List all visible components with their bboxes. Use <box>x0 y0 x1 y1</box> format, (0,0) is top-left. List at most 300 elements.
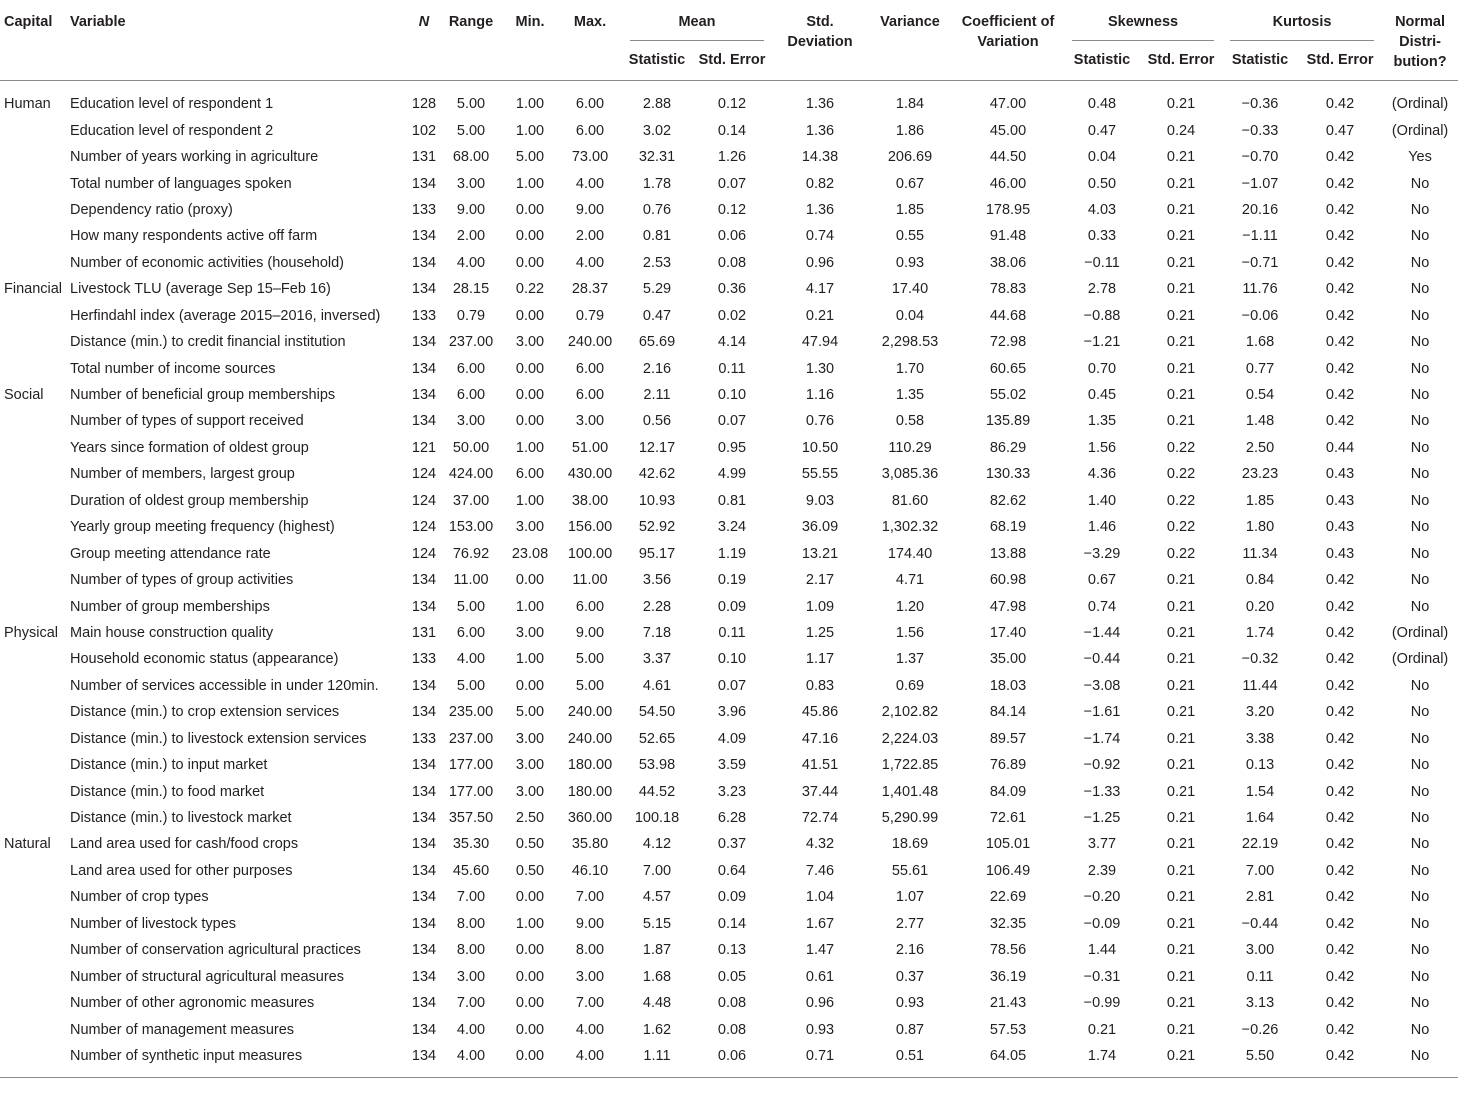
n-cell: 124 <box>411 466 437 483</box>
std-deviation-cell: 47.94 <box>801 334 839 351</box>
max-cell: 35.80 <box>571 836 609 853</box>
kurt-std-error-cell: 0.42 <box>1325 334 1355 351</box>
capital-cell <box>0 197 70 223</box>
capital-cell <box>0 963 70 989</box>
capital-cell <box>0 1043 70 1078</box>
mean-std-error-cell: 3.23 <box>717 783 747 800</box>
n-cell: 134 <box>411 228 437 245</box>
table-row <box>0 620 1458 646</box>
kurt-std-error-cell: 0.42 <box>1325 836 1355 853</box>
n-cell: 134 <box>411 704 437 721</box>
std-deviation-cell: 0.96 <box>805 995 835 1012</box>
std-deviation-cell: 1.04 <box>805 889 835 906</box>
kurt-statistic-cell: 5.50 <box>1245 1047 1275 1064</box>
n-cell: 134 <box>411 360 437 377</box>
std-deviation-cell: 0.74 <box>805 228 835 245</box>
min-cell: 1.00 <box>515 651 545 668</box>
table-row <box>0 726 1458 752</box>
variable-cell: Number of services accessible in under 120min. <box>70 677 379 694</box>
variable-cell: Distance (min.) to input market <box>70 757 268 774</box>
table-row <box>0 488 1458 514</box>
mean-std-error-cell: 3.59 <box>717 757 747 774</box>
mean-statistic-cell: 4.61 <box>642 677 672 694</box>
n-cell: 134 <box>411 757 437 774</box>
normal-distribution-cell: No <box>1410 704 1430 721</box>
table-row <box>0 911 1458 937</box>
variable-cell: Education level of respondent 2 <box>70 122 274 139</box>
table-row <box>0 144 1458 170</box>
variance-cell: 0.58 <box>895 413 925 430</box>
variance-cell: 55.61 <box>891 862 929 879</box>
min-cell: 3.00 <box>515 783 545 800</box>
range-cell: 68.00 <box>452 149 490 166</box>
variance-cell: 3,085.36 <box>881 466 939 483</box>
table-row <box>0 117 1458 143</box>
cv-cell: 17.40 <box>989 624 1027 641</box>
variable-cell: Number of types of group activities <box>70 572 294 589</box>
table-row <box>0 329 1458 355</box>
n-cell: 134 <box>411 942 437 959</box>
header-normal-distribution <box>1382 0 1458 81</box>
kurt-statistic-cell: −0.32 <box>1241 651 1279 668</box>
variance-cell: 0.67 <box>895 175 925 192</box>
skew-statistic-cell: −0.99 <box>1083 995 1121 1012</box>
variance-cell: 0.87 <box>895 1021 925 1038</box>
range-cell: 7.00 <box>456 995 486 1012</box>
kurt-statistic-cell: 22.19 <box>1241 836 1279 853</box>
max-cell: 9.00 <box>575 624 605 641</box>
table-row <box>0 805 1458 831</box>
n-cell: 133 <box>411 651 437 668</box>
mean-std-error-cell: 0.09 <box>717 598 747 615</box>
skew-statistic-cell: −0.31 <box>1083 968 1121 985</box>
n-cell: 134 <box>411 572 437 589</box>
normal-distribution-cell: No <box>1410 201 1430 218</box>
variable-cell: Land area used for other purposes <box>70 862 293 879</box>
std-deviation-cell: 36.09 <box>801 519 839 536</box>
mean-std-error-cell: 0.07 <box>717 413 747 430</box>
max-cell: 7.00 <box>575 995 605 1012</box>
variable-cell: Number of other agronomic measures <box>70 995 315 1012</box>
mean-statistic-cell: 52.65 <box>638 730 676 747</box>
variable-cell: Number of livestock types <box>70 915 237 932</box>
kurt-std-error-cell: 0.42 <box>1325 757 1355 774</box>
mean-std-error-cell: 0.37 <box>717 836 747 853</box>
std-deviation-cell: 0.83 <box>805 677 835 694</box>
kurt-statistic-cell: −1.11 <box>1242 228 1278 245</box>
kurt-statistic-cell: 1.80 <box>1245 519 1275 536</box>
variable-cell: Education level of respondent 1 <box>70 96 274 113</box>
table-row <box>0 540 1458 566</box>
kurt-std-error-cell: 0.42 <box>1325 201 1355 218</box>
normal-distribution-cell: No <box>1410 413 1430 430</box>
mean-statistic-cell: 12.17 <box>638 439 676 456</box>
range-cell: 424.00 <box>448 466 494 483</box>
variable-cell: Land area used for cash/food crops <box>70 836 299 853</box>
n-cell: 134 <box>411 968 437 985</box>
kurt-statistic-cell: 2.81 <box>1245 889 1275 906</box>
skew-std-error-cell: 0.21 <box>1166 730 1196 747</box>
max-cell: 73.00 <box>571 149 609 166</box>
skew-statistic-cell: −0.88 <box>1083 307 1121 324</box>
cv-cell: 86.29 <box>989 439 1027 456</box>
skew-statistic-cell: −1.74 <box>1083 730 1121 747</box>
range-cell: 50.00 <box>452 439 490 456</box>
max-cell: 28.37 <box>571 281 609 298</box>
capital-cell <box>0 911 70 937</box>
range-cell: 237.00 <box>448 334 494 351</box>
range-cell: 153.00 <box>448 519 494 536</box>
min-cell: 3.00 <box>515 624 545 641</box>
kurt-statistic-cell: 11.34 <box>1242 545 1278 562</box>
skew-std-error-cell: 0.21 <box>1166 228 1196 245</box>
kurt-statistic-cell: 11.44 <box>1242 677 1278 694</box>
header-n: N <box>418 14 430 30</box>
range-cell: 6.00 <box>456 624 486 641</box>
max-cell: 5.00 <box>575 651 605 668</box>
normal-distribution-cell: No <box>1410 810 1430 827</box>
mean-std-error-cell: 0.12 <box>717 201 747 218</box>
header-skewness-group <box>1064 0 1222 41</box>
variable-cell: Number of group memberships <box>70 598 270 615</box>
kurt-statistic-cell: 20.16 <box>1241 201 1279 218</box>
normal-distribution-cell: Yes <box>1408 149 1432 166</box>
cv-cell: 64.05 <box>989 1047 1027 1064</box>
cv-cell: 68.19 <box>989 519 1027 536</box>
mean-std-error-cell: 4.99 <box>717 466 747 483</box>
kurt-std-error-cell: 0.42 <box>1325 254 1355 271</box>
capital-cell <box>0 329 70 355</box>
kurt-std-error-cell: 0.47 <box>1325 122 1355 139</box>
variable-cell: Group meeting attendance rate <box>70 545 271 562</box>
header-cv-label: Coefficient of Variation <box>961 14 1055 50</box>
kurt-std-error-cell: 0.42 <box>1325 413 1355 430</box>
max-cell: 6.00 <box>575 96 605 113</box>
std-deviation-cell: 0.61 <box>805 968 835 985</box>
variance-cell: 17.40 <box>891 281 929 298</box>
cv-cell: 47.98 <box>989 598 1027 615</box>
mean-statistic-cell: 10.93 <box>638 492 676 509</box>
range-cell: 37.00 <box>452 492 490 509</box>
skew-statistic-cell: 0.50 <box>1087 175 1117 192</box>
skew-std-error-cell: 0.21 <box>1166 598 1196 615</box>
kurt-std-error-cell: 0.42 <box>1325 1021 1355 1038</box>
normal-distribution-cell: No <box>1410 519 1430 536</box>
cv-cell: 55.02 <box>989 387 1027 404</box>
mean-statistic-cell: 0.76 <box>642 201 672 218</box>
max-cell: 8.00 <box>575 942 605 959</box>
std-deviation-cell: 0.96 <box>805 254 835 271</box>
mean-std-error-cell: 0.10 <box>717 651 747 668</box>
header-mean: Mean <box>630 12 764 41</box>
kurt-std-error-cell: 0.44 <box>1325 439 1355 456</box>
range-cell: 177.00 <box>448 757 494 774</box>
normal-distribution-cell: No <box>1410 942 1430 959</box>
skew-statistic-cell: 0.70 <box>1087 360 1117 377</box>
skew-std-error-cell: 0.21 <box>1166 677 1196 694</box>
range-cell: 5.00 <box>456 122 486 139</box>
skew-std-error-cell: 0.21 <box>1166 651 1196 668</box>
max-cell: 100.00 <box>567 545 613 562</box>
mean-statistic-cell: 0.81 <box>642 228 672 245</box>
min-cell: 0.00 <box>515 254 545 271</box>
normal-distribution-cell: No <box>1410 968 1430 985</box>
skew-statistic-cell: 1.40 <box>1087 492 1117 509</box>
kurt-statistic-cell: 1.48 <box>1245 413 1275 430</box>
capital-cell <box>0 250 70 276</box>
cv-cell: 72.61 <box>989 810 1027 827</box>
table-row <box>0 382 1458 408</box>
kurt-statistic-cell: −0.44 <box>1241 915 1279 932</box>
mean-std-error-cell: 0.05 <box>717 968 747 985</box>
kurt-std-error-cell: 0.42 <box>1325 598 1355 615</box>
n-cell: 131 <box>411 624 437 641</box>
header-kurtosis: Kurtosis <box>1230 12 1374 41</box>
max-cell: 51.00 <box>571 439 609 456</box>
kurt-statistic-cell: 0.20 <box>1245 598 1275 615</box>
kurt-std-error-cell: 0.43 <box>1325 492 1355 509</box>
variable-cell: Number of members, largest group <box>70 466 295 483</box>
kurt-std-error-cell: 0.42 <box>1325 942 1355 959</box>
mean-std-error-cell: 0.07 <box>717 175 747 192</box>
max-cell: 4.00 <box>575 254 605 271</box>
skew-std-error-cell: 0.22 <box>1166 466 1196 483</box>
mean-statistic-cell: 7.18 <box>642 624 672 641</box>
mean-std-error-cell: 3.96 <box>717 704 747 721</box>
mean-statistic-cell: 95.17 <box>638 545 676 562</box>
skew-statistic-cell: 0.67 <box>1087 572 1117 589</box>
range-cell: 3.00 <box>456 413 486 430</box>
skew-statistic-cell: 2.78 <box>1087 281 1117 298</box>
kurt-std-error-cell: 0.42 <box>1325 149 1355 166</box>
mean-statistic-cell: 0.47 <box>642 307 672 324</box>
skew-std-error-cell: 0.21 <box>1166 572 1196 589</box>
range-cell: 5.00 <box>456 96 486 113</box>
skew-std-error-cell: 0.21 <box>1166 96 1196 113</box>
variance-cell: 2,298.53 <box>881 334 939 351</box>
table-row <box>0 646 1458 672</box>
kurt-std-error-cell: 0.42 <box>1325 995 1355 1012</box>
range-cell: 76.92 <box>452 545 490 562</box>
kurt-std-error-cell: 0.42 <box>1325 307 1355 324</box>
kurt-statistic-cell: −0.26 <box>1241 1021 1279 1038</box>
mean-statistic-cell: 5.29 <box>642 281 672 298</box>
skew-statistic-cell: −3.08 <box>1083 677 1121 694</box>
table-row <box>0 408 1458 434</box>
kurt-statistic-cell: 0.84 <box>1245 572 1275 589</box>
mean-std-error-cell: 0.06 <box>717 1047 747 1064</box>
max-cell: 180.00 <box>567 757 613 774</box>
std-deviation-cell: 45.86 <box>801 704 839 721</box>
min-cell: 1.00 <box>515 598 545 615</box>
range-cell: 357.50 <box>448 810 494 827</box>
skew-statistic-cell: −1.61 <box>1083 704 1121 721</box>
mean-std-error-cell: 3.24 <box>717 519 747 536</box>
max-cell: 7.00 <box>575 889 605 906</box>
header-mean-group <box>622 0 772 41</box>
mean-std-error-cell: 0.19 <box>717 572 747 589</box>
max-cell: 240.00 <box>567 704 613 721</box>
capital-cell: Social <box>4 387 44 404</box>
mean-std-error-cell: 0.11 <box>718 624 746 641</box>
std-deviation-cell: 9.03 <box>805 492 835 509</box>
variance-cell: 1,401.48 <box>881 783 939 800</box>
n-cell: 134 <box>411 254 437 271</box>
variable-cell: Number of beneficial group memberships <box>70 387 336 404</box>
mean-std-error-cell: 6.28 <box>717 810 747 827</box>
skew-statistic-cell: 1.35 <box>1087 413 1117 430</box>
range-cell: 237.00 <box>448 730 494 747</box>
max-cell: 430.00 <box>567 466 613 483</box>
skew-std-error-cell: 0.21 <box>1166 307 1196 324</box>
table-row <box>0 937 1458 963</box>
range-cell: 8.00 <box>456 942 486 959</box>
mean-std-error-cell: 0.09 <box>717 889 747 906</box>
table-row <box>0 223 1458 249</box>
kurt-std-error-cell: 0.43 <box>1325 466 1355 483</box>
variance-cell: 0.04 <box>895 307 925 324</box>
normal-distribution-cell: No <box>1410 1021 1430 1038</box>
kurt-statistic-cell: 3.38 <box>1245 730 1275 747</box>
table-row <box>0 81 1458 118</box>
normal-distribution-cell: (Ordinal) <box>1391 122 1449 139</box>
skew-std-error-cell: 0.21 <box>1166 1047 1196 1064</box>
capital-cell <box>0 752 70 778</box>
header-cv <box>952 0 1064 81</box>
mean-statistic-cell: 100.18 <box>634 810 680 827</box>
variable-cell: Total number of income sources <box>70 360 276 377</box>
mean-statistic-cell: 2.53 <box>642 254 672 271</box>
skew-statistic-cell: −1.25 <box>1083 810 1121 827</box>
n-cell: 124 <box>411 519 437 536</box>
table-row <box>0 963 1458 989</box>
cv-cell: 105.01 <box>985 836 1031 853</box>
mean-statistic-cell: 52.92 <box>638 519 676 536</box>
std-deviation-cell: 41.51 <box>801 757 839 774</box>
header-capital: Capital <box>4 14 53 30</box>
normal-distribution-cell: (Ordinal) <box>1391 96 1449 113</box>
cv-cell: 35.00 <box>989 651 1027 668</box>
normal-distribution-cell: (Ordinal) <box>1391 651 1449 668</box>
n-cell: 134 <box>411 387 437 404</box>
min-cell: 5.00 <box>515 149 545 166</box>
min-cell: 0.00 <box>515 1021 545 1038</box>
n-cell: 134 <box>411 598 437 615</box>
cv-cell: 84.14 <box>989 704 1027 721</box>
cv-cell: 47.00 <box>989 96 1027 113</box>
mean-std-error-cell: 0.02 <box>717 307 747 324</box>
variable-cell: Number of economic activities (household) <box>70 254 345 271</box>
min-cell: 3.00 <box>515 730 545 747</box>
normal-distribution-cell: No <box>1410 439 1430 456</box>
mean-std-error-cell: 0.07 <box>717 677 747 694</box>
variable-cell: Number of conservation agricultural practices <box>70 942 361 959</box>
table-row <box>0 567 1458 593</box>
n-cell: 134 <box>411 783 437 800</box>
kurt-std-error-cell: 0.42 <box>1325 704 1355 721</box>
cv-cell: 36.19 <box>989 968 1027 985</box>
skew-statistic-cell: 1.56 <box>1087 439 1117 456</box>
skew-std-error-cell: 0.21 <box>1166 281 1196 298</box>
normal-distribution-cell: No <box>1410 492 1430 509</box>
n-cell: 121 <box>411 439 437 456</box>
min-cell: 0.50 <box>515 862 545 879</box>
normal-distribution-cell: No <box>1410 175 1430 192</box>
mean-std-error-cell: 0.06 <box>717 228 747 245</box>
mean-std-error-cell: 0.36 <box>717 281 747 298</box>
variance-cell: 1.07 <box>895 889 925 906</box>
mean-statistic-cell: 1.62 <box>642 1021 672 1038</box>
skew-std-error-cell: 0.21 <box>1166 201 1196 218</box>
min-cell: 1.00 <box>515 439 545 456</box>
skew-std-error-cell: 0.21 <box>1166 254 1196 271</box>
max-cell: 3.00 <box>575 968 605 985</box>
skew-std-error-cell: 0.21 <box>1166 836 1196 853</box>
range-cell: 4.00 <box>456 1047 486 1064</box>
normal-distribution-cell: No <box>1410 572 1430 589</box>
capital-cell <box>0 1016 70 1042</box>
variable-cell: Distance (min.) to credit financial institution <box>70 334 346 351</box>
normal-distribution-cell: No <box>1410 862 1430 879</box>
capital-cell <box>0 593 70 619</box>
kurt-statistic-cell: −0.36 <box>1241 96 1279 113</box>
header-variable: Variable <box>70 14 126 30</box>
mean-statistic-cell: 2.28 <box>642 598 672 615</box>
mean-std-error-cell: 0.81 <box>717 492 747 509</box>
max-cell: 6.00 <box>575 360 605 377</box>
variable-cell: Herfindahl index (average 2015–2016, inversed) <box>70 307 381 324</box>
capital-cell <box>0 805 70 831</box>
cv-cell: 60.98 <box>989 572 1027 589</box>
skew-std-error-cell: 0.21 <box>1166 387 1196 404</box>
skew-std-error-cell: 0.24 <box>1166 122 1196 139</box>
header-normal-label: Normal Distri-bution? <box>1393 14 1447 70</box>
header-kurtosis-group <box>1222 0 1382 41</box>
std-deviation-cell: 1.17 <box>805 651 835 668</box>
header-variance: Variance <box>880 14 940 30</box>
variance-cell: 1.84 <box>895 96 925 113</box>
header-skew-std-error: Std. Error <box>1147 52 1215 68</box>
kurt-std-error-cell: 0.42 <box>1325 730 1355 747</box>
skew-statistic-cell: 0.04 <box>1087 149 1117 166</box>
skew-statistic-cell: 2.39 <box>1087 862 1117 879</box>
variance-cell: 81.60 <box>891 492 929 509</box>
normal-distribution-cell: No <box>1410 757 1430 774</box>
min-cell: 3.00 <box>515 519 545 536</box>
max-cell: 240.00 <box>567 334 613 351</box>
variable-cell: Number of management measures <box>70 1021 295 1038</box>
table-row <box>0 593 1458 619</box>
normal-distribution-cell: No <box>1410 387 1430 404</box>
kurt-std-error-cell: 0.42 <box>1325 624 1355 641</box>
range-cell: 0.79 <box>456 307 486 324</box>
min-cell: 3.00 <box>515 334 545 351</box>
header-std-deviation-label: Std. Deviation <box>787 14 853 50</box>
capital-cell: Physical <box>4 624 58 641</box>
mean-statistic-cell: 3.37 <box>642 651 672 668</box>
std-deviation-cell: 1.36 <box>805 122 835 139</box>
max-cell: 0.79 <box>575 307 605 324</box>
cv-cell: 44.68 <box>989 307 1027 324</box>
kurt-statistic-cell: 0.13 <box>1245 757 1275 774</box>
range-cell: 3.00 <box>456 968 486 985</box>
kurt-statistic-cell: −0.70 <box>1241 149 1279 166</box>
variable-cell: Number of synthetic input measures <box>70 1047 303 1064</box>
std-deviation-cell: 0.82 <box>805 175 835 192</box>
skew-std-error-cell: 0.21 <box>1166 942 1196 959</box>
mean-statistic-cell: 54.50 <box>638 704 676 721</box>
variance-cell: 18.69 <box>891 836 929 853</box>
